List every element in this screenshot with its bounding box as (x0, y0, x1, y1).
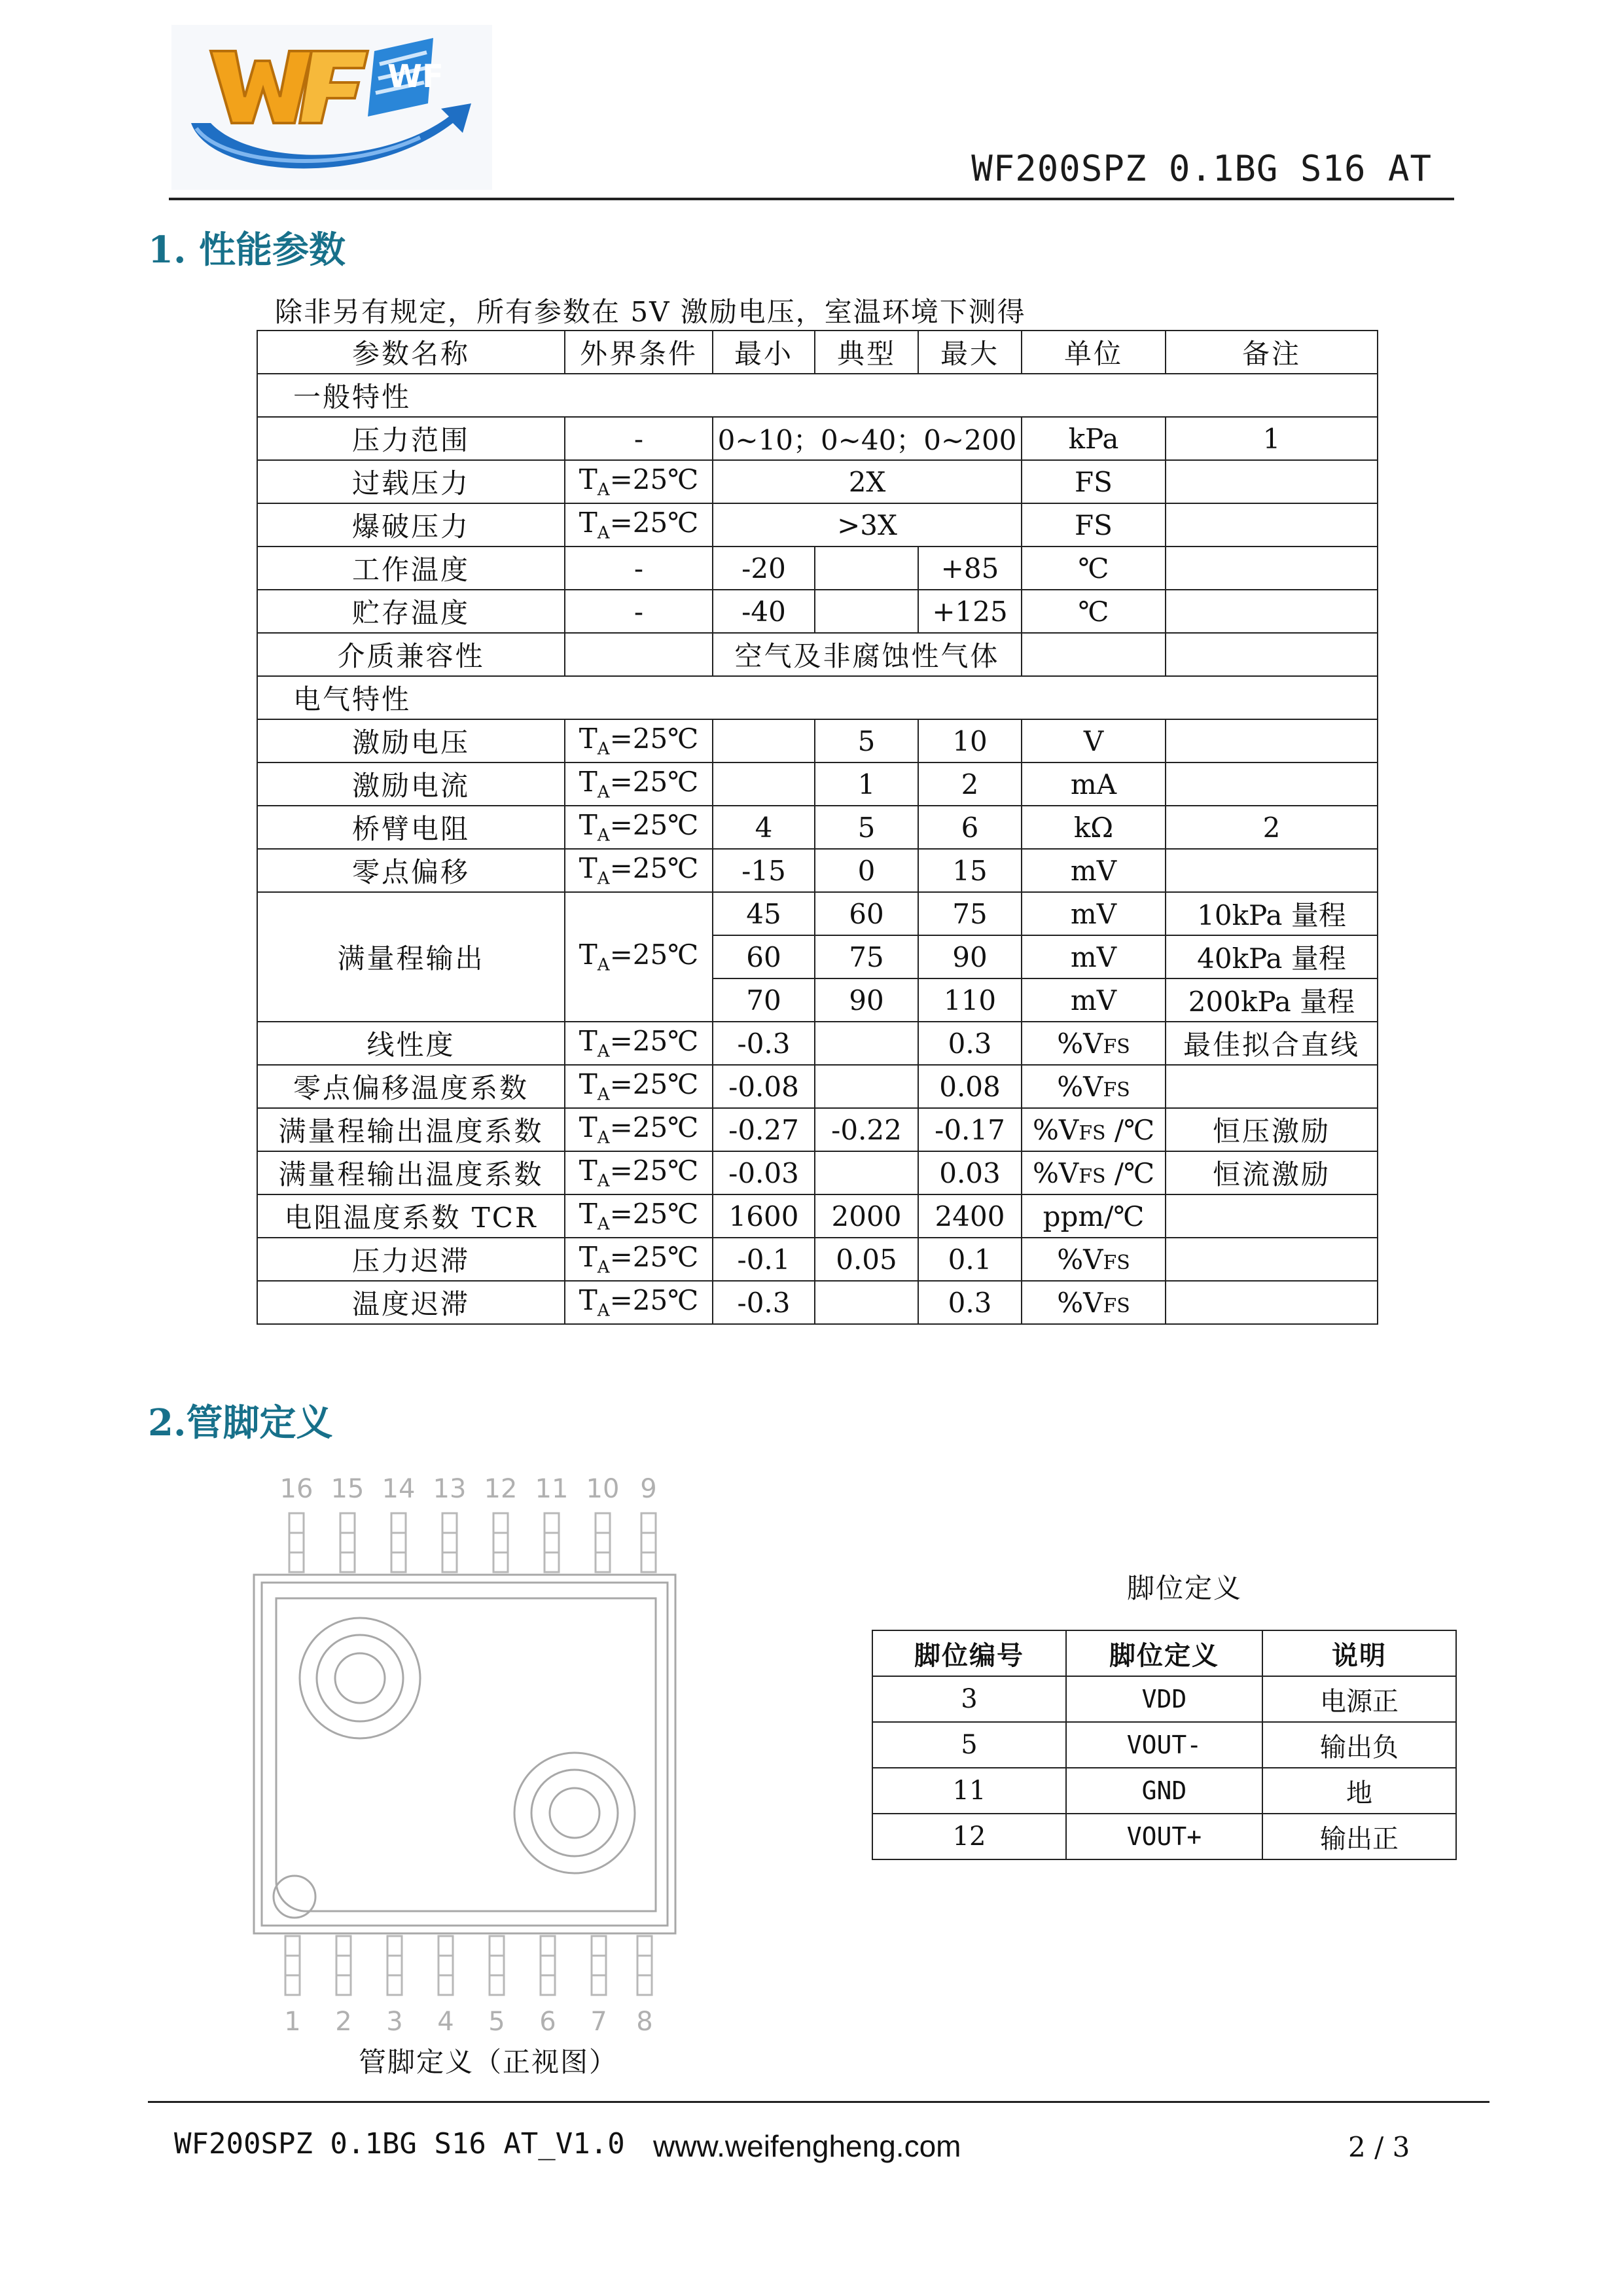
typ-cell (815, 1065, 918, 1108)
header-cell: 脚位定义 (1066, 1630, 1262, 1676)
note-cell (1166, 547, 1378, 590)
typ-cell: 90 (815, 978, 918, 1022)
condition-cell: - (565, 590, 713, 633)
table-header-row (872, 1630, 1456, 1676)
param-name: 满量程输出 (257, 892, 565, 1022)
max-cell: -0.17 (918, 1108, 1022, 1151)
header-cell: 典型 (815, 331, 918, 374)
table-row (872, 1768, 1456, 1814)
footer-divider (148, 2101, 1489, 2103)
condition-cell: - (565, 547, 713, 590)
max-cell: 0.03 (918, 1151, 1022, 1194)
typ-cell: -0.22 (815, 1108, 918, 1151)
parameter-table (257, 330, 1378, 1325)
unit-cell: mA (1022, 762, 1166, 806)
max-cell: 0.1 (918, 1238, 1022, 1281)
header-cell: 单位 (1022, 331, 1166, 374)
unit-cell: mV (1022, 849, 1166, 892)
table-row (257, 762, 1378, 806)
max-cell: +125 (918, 590, 1022, 633)
max-cell: 2 (918, 762, 1022, 806)
param-name: 桥臂电阻 (257, 806, 565, 849)
min-cell: -0.27 (713, 1108, 815, 1151)
typ-cell (815, 547, 918, 590)
typ-cell: 5 (815, 806, 918, 849)
pin-label-12: 12 (484, 1474, 518, 1504)
note-cell (1166, 503, 1378, 547)
max-cell: 0.3 (918, 1022, 1022, 1065)
unit-cell: FS (1022, 460, 1166, 503)
min-cell: -20 (713, 547, 815, 590)
max-cell: +85 (918, 547, 1022, 590)
footer-doc-version: WF200SPZ 0.1BG S16 AT_V1.0 (174, 2127, 625, 2161)
typ-cell: 1 (815, 762, 918, 806)
pin-label-16: 16 (279, 1474, 313, 1504)
condition-cell: $T_A=25℃$ (565, 762, 713, 806)
header-cell: 脚位编号 (872, 1630, 1066, 1676)
condition-cell: $T_A=25℃$ (565, 1065, 713, 1108)
company-logo (171, 25, 492, 190)
note-cell: 恒流激励 (1166, 1151, 1378, 1194)
pin-label-4: 4 (437, 2007, 454, 2037)
pin-number: 5 (872, 1722, 1066, 1768)
max-cell: 2400 (918, 1194, 1022, 1238)
note-cell (1166, 1065, 1378, 1108)
unit-cell: kPa (1022, 417, 1166, 460)
unit-cell: %VFS (1022, 1065, 1166, 1108)
param-name: 满量程输出温度系数 (257, 1151, 565, 1194)
unit-cell: %VFS (1022, 1281, 1166, 1324)
min-cell (713, 719, 815, 762)
pin-function: VOUT+ (1066, 1814, 1262, 1859)
typ-cell (815, 590, 918, 633)
typ-cell: 0 (815, 849, 918, 892)
min-cell: 60 (713, 935, 815, 978)
note-cell: 恒压激励 (1166, 1108, 1378, 1151)
document-code: WF200SPZ 0.1BG S16 AT (971, 148, 1432, 189)
header-cell: 备注 (1166, 331, 1378, 374)
pin-label-9: 9 (640, 1474, 657, 1504)
max-cell: 10 (918, 719, 1022, 762)
pin-number: 12 (872, 1814, 1066, 1859)
min-cell: -40 (713, 590, 815, 633)
unit-cell: mV (1022, 978, 1166, 1022)
table-row (257, 1108, 1378, 1151)
unit-cell: ℃ (1022, 547, 1166, 590)
group-row (257, 374, 1378, 417)
note-cell: 1 (1166, 417, 1378, 460)
pin-number: 11 (872, 1768, 1066, 1814)
note-cell (1166, 762, 1378, 806)
note-cell (1166, 849, 1378, 892)
condition-cell: $T_A=25℃$ (565, 503, 713, 547)
pin-number: 3 (872, 1676, 1066, 1722)
typ-cell: 60 (815, 892, 918, 935)
unit-cell: kΩ (1022, 806, 1166, 849)
group-general-label: 一般特性 (257, 374, 1378, 417)
group-electrical-label: 电气特性 (257, 676, 1378, 719)
table-header-row (257, 331, 1378, 374)
table-row (257, 849, 1378, 892)
pin-description: 电源正 (1262, 1676, 1456, 1722)
condition-cell: $T_A=25℃$ (565, 1022, 713, 1065)
bottom-pin-leads (285, 1936, 652, 1995)
section-title-performance: 1. 性能参数 (148, 228, 346, 272)
table-row (257, 417, 1378, 460)
table-row (257, 1281, 1378, 1324)
note-cell (1166, 1238, 1378, 1281)
header-cell: 外界条件 (565, 331, 713, 374)
pin-label-15: 15 (330, 1474, 365, 1504)
param-name: 激励电流 (257, 762, 565, 806)
typ-cell (815, 1022, 918, 1065)
pressure-port-circles (300, 1618, 635, 1873)
table-row (257, 503, 1378, 547)
pinout-caption: 管脚定义（正视图） (359, 2046, 618, 2078)
min-cell: -0.1 (713, 1238, 815, 1281)
table-row (872, 1676, 1456, 1722)
condition-cell: $T_A=25℃$ (565, 1238, 713, 1281)
param-name: 过载压力 (257, 460, 565, 503)
pin-table-title: 脚位定义 (1127, 1572, 1243, 1604)
unit-cell: ℃ (1022, 590, 1166, 633)
max-cell: 15 (918, 849, 1022, 892)
header-cell: 参数名称 (257, 331, 565, 374)
pin-label-11: 11 (535, 1474, 569, 1504)
table-row (257, 1151, 1378, 1194)
condition-cell: $T_A=25℃$ (565, 1108, 713, 1151)
pin-label-5: 5 (488, 2007, 505, 2037)
pin-label-14: 14 (382, 1474, 416, 1504)
pin-label-6: 6 (539, 2007, 556, 2037)
param-name: 工作温度 (257, 547, 565, 590)
param-name: 激励电压 (257, 719, 565, 762)
package-pinout-drawing (249, 1460, 681, 2049)
condition-cell: $T_A=25℃$ (565, 719, 713, 762)
unit-cell: FS (1022, 503, 1166, 547)
note-cell: 10kPa 量程 (1166, 892, 1378, 935)
note-cell (1166, 719, 1378, 762)
param-name: 贮存温度 (257, 590, 565, 633)
pin-description: 输出负 (1262, 1722, 1456, 1768)
pin-function: GND (1066, 1768, 1262, 1814)
table-row (872, 1722, 1456, 1768)
condition-cell: - (565, 417, 713, 460)
max-cell: 90 (918, 935, 1022, 978)
section-title-pinout: 2.管脚定义 (148, 1401, 333, 1444)
logo-text: WF (387, 58, 444, 95)
note-cell: 200kPa 量程 (1166, 978, 1378, 1022)
table-row (257, 547, 1378, 590)
unit-cell: mV (1022, 935, 1166, 978)
condition-cell: $T_A=25℃$ (565, 806, 713, 849)
table-row (257, 1238, 1378, 1281)
unit-cell: %VFS (1022, 1238, 1166, 1281)
header-cell: 说明 (1262, 1630, 1456, 1676)
min-cell: -15 (713, 849, 815, 892)
condition-cell: $T_A=25℃$ (565, 460, 713, 503)
table-row (257, 633, 1378, 676)
param-name: 压力迟滞 (257, 1238, 565, 1281)
param-name: 介质兼容性 (257, 633, 565, 676)
min-cell: 1600 (713, 1194, 815, 1238)
param-name: 压力范围 (257, 417, 565, 460)
page-number: 2 / 3 (1348, 2131, 1410, 2163)
param-name: 电阻温度系数 TCR (257, 1194, 565, 1238)
condition-cell: $T_A=25℃$ (565, 849, 713, 892)
param-name: 满量程输出温度系数 (257, 1108, 565, 1151)
min-cell: -0.3 (713, 1281, 815, 1324)
unit-cell: %VFS (1022, 1022, 1166, 1065)
param-name: 零点偏移温度系数 (257, 1065, 565, 1108)
table-row (257, 806, 1378, 849)
table-row (257, 1194, 1378, 1238)
table-row (257, 1022, 1378, 1065)
condition-cell: $T_A=25℃$ (565, 1151, 713, 1194)
condition-cell: $T_A=25℃$ (565, 892, 713, 1022)
top-pin-leads (289, 1513, 656, 1572)
test-condition-note: 除非另有规定，所有参数在 5V 激励电压，室温环境下测得 (275, 296, 1026, 328)
table-row (257, 460, 1378, 503)
min-cell (713, 762, 815, 806)
group-row (257, 676, 1378, 719)
typ-cell (815, 1281, 918, 1324)
pin-description: 地 (1262, 1768, 1456, 1814)
min-cell: -0.03 (713, 1151, 815, 1194)
min-cell: 70 (713, 978, 815, 1022)
typ-cell: 0.05 (815, 1238, 918, 1281)
typ-cell (815, 1151, 918, 1194)
package-body (254, 1575, 675, 1933)
pin-description: 输出正 (1262, 1814, 1456, 1859)
header-cell: 最大 (918, 331, 1022, 374)
unit-cell: ppm/℃ (1022, 1194, 1166, 1238)
typ-cell: 2000 (815, 1194, 918, 1238)
pin-label-3: 3 (386, 2007, 403, 2037)
unit-cell: %VFS /℃ (1022, 1151, 1166, 1194)
unit-cell (1022, 633, 1166, 676)
param-name: 爆破压力 (257, 503, 565, 547)
min-cell: 45 (713, 892, 815, 935)
condition-cell: $T_A=25℃$ (565, 1281, 713, 1324)
unit-cell: V (1022, 719, 1166, 762)
max-cell: 75 (918, 892, 1022, 935)
footer-website-link[interactable]: www.weifengheng.com (653, 2129, 961, 2163)
table-row (872, 1814, 1456, 1859)
param-name: 线性度 (257, 1022, 565, 1065)
pin-label-13: 13 (433, 1474, 467, 1504)
pin-label-1: 1 (284, 2007, 301, 2037)
min-cell: -0.08 (713, 1065, 815, 1108)
pin-function: VOUT- (1066, 1722, 1262, 1768)
unit-cell: %VFS /℃ (1022, 1108, 1166, 1151)
param-name: 零点偏移 (257, 849, 565, 892)
note-cell (1166, 460, 1378, 503)
value-cell: >3X (713, 503, 1022, 547)
typ-cell: 75 (815, 935, 918, 978)
condition-cell: $T_A=25℃$ (565, 1194, 713, 1238)
max-cell: 0.08 (918, 1065, 1022, 1108)
pin-function: VDD (1066, 1676, 1262, 1722)
min-cell: 4 (713, 806, 815, 849)
param-name: 温度迟滞 (257, 1281, 565, 1324)
note-cell (1166, 1194, 1378, 1238)
typ-cell: 5 (815, 719, 918, 762)
table-row (257, 719, 1378, 762)
note-cell (1166, 1281, 1378, 1324)
pin-label-10: 10 (586, 1474, 620, 1504)
max-cell: 0.3 (918, 1281, 1022, 1324)
value-cell: 空气及非腐蚀性气体 (713, 633, 1022, 676)
max-cell: 110 (918, 978, 1022, 1022)
note-cell: 2 (1166, 806, 1378, 849)
pin-definition-table (872, 1630, 1457, 1860)
range-cell: 0~10；0~40；0~200 (713, 417, 1022, 460)
header-cell: 最小 (713, 331, 815, 374)
value-cell: 2X (713, 460, 1022, 503)
pin-label-8: 8 (636, 2007, 653, 2037)
note-cell: 40kPa 量程 (1166, 935, 1378, 978)
table-row (257, 590, 1378, 633)
pin-label-7: 7 (590, 2007, 607, 2037)
header-divider (169, 198, 1454, 200)
table-row (257, 1065, 1378, 1108)
table-row (257, 892, 1378, 935)
note-cell (1166, 633, 1378, 676)
note-cell: 最佳拟合直线 (1166, 1022, 1378, 1065)
min-cell: -0.3 (713, 1022, 815, 1065)
pin-label-2: 2 (335, 2007, 352, 2037)
max-cell: 6 (918, 806, 1022, 849)
note-cell (1166, 590, 1378, 633)
unit-cell: mV (1022, 892, 1166, 935)
condition-cell (565, 633, 713, 676)
